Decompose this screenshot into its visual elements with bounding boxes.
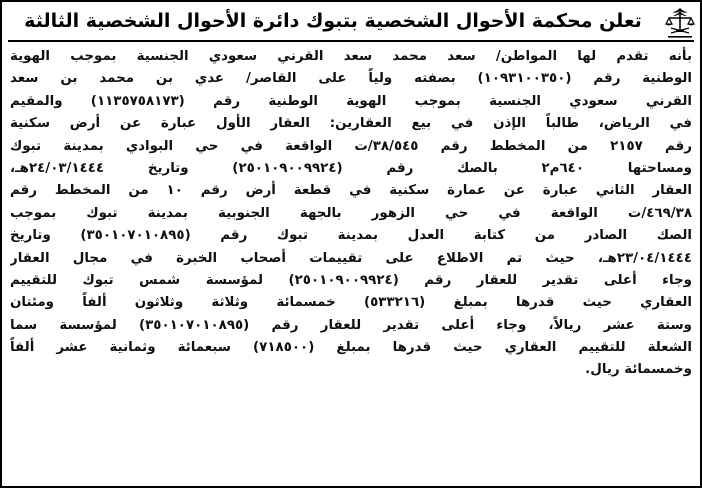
body-line: الصك الصادر من كتابة العدل بمدينة تبوك رقم (٣٥٠١٠٧٠١٠٨٩٥) وتاريخ — [10, 228, 692, 244]
notice-header — [2, 2, 702, 40]
body-line: رقم ٢١٥٧ من المخطط رقم ٣٨/٥٤٥/ت الواقعة في حي البوادي بمدينة تبوك — [10, 138, 692, 154]
body-line: العقاري حيث قدرها بمبلغ (٥٣٣٢١٦) خمسمائة وثلاثة وثلاثون ألفاً ومئتان — [10, 295, 692, 311]
body-line: العقار الثاني عبارة عن عمارة سكنية في قطعة أرض رقم ١٠ من المخطط رقم — [10, 183, 692, 199]
body-line: بأنه تقدم لها المواطن/ سعد محمد سعد القرني سعودي الجنسية بموجب الهوية — [10, 49, 692, 64]
body-line: في الرياض، طالباً الإذن في بيع العقارين: العقار الأول عبارة عن أرض سكنية — [10, 116, 692, 132]
body-line: ٤٦٩/٣٨/ت الواقعة في حي الزهور بالجهة الجنوبية بمدينة تبوك بموجب — [10, 205, 692, 221]
ministry-of-justice-emblem-icon — [662, 5, 698, 39]
body-line: ٢٣/٠٤/١٤٤٤هـ، حيث تم الاطلاع على تقييمات أصحاب الخبرة في مجال العقار — [10, 250, 692, 266]
body-line: ومساحتها ٦٤٠م٢ بالصك رقم (٢٥٠١٠٩٠٠٩٩٢٤) وتاريخ ٢٤/٠٣/١٤٤٤هـ، — [10, 160, 692, 176]
body-line: وخمسمائة ريال. — [585, 362, 692, 378]
notice-body — [10, 46, 692, 382]
body-line: وستة عشر ريالاً، وجاء أعلى تقدير للعقار رقم (٣٥٠١٠٧٠١٠٨٩٥) لمؤسسة سما — [10, 317, 692, 333]
header-divider — [8, 40, 694, 42]
body-line: وجاء أعلى تقدير للعقار رقم (٢٥٠١٠٩٠٠٩٩٢٤) لمؤسسة شمس تبوك للتقييم — [10, 272, 692, 288]
body-line: الشعلة للتقييم العقاري حيث قدرها بمبلغ (٧١٨٥٠٠) سبعمائة وثمانية عشر ألفاً — [10, 340, 692, 356]
notice-headline: تعلن محكمة الأحوال الشخصية بتبوك دائرة الأحوال الشخصية الثالثة — [24, 10, 642, 32]
body-line: القرني سعودي الجنسية بموجب الهوية الوطنية رقم (١١٣٥٧٥٨١٧٣) والمقيم — [10, 93, 692, 109]
body-line: الوطنية رقم (١٠٩٣١٠٠٣٥٠) بصفته ولياً على القاصر/ عدي بن محمد بن سعد — [10, 71, 692, 87]
